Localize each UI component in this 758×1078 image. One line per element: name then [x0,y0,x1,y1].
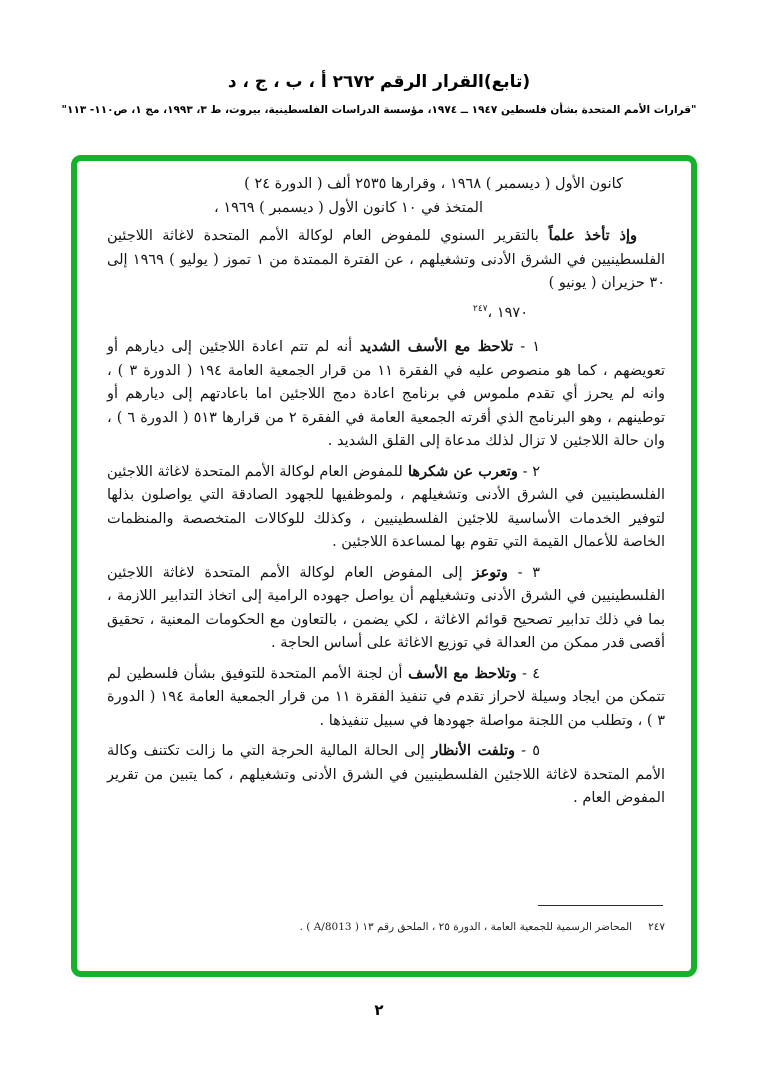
paragraph-lead: وتعرب عن شكرها [402,462,518,480]
paragraph-lead: وتوعز [462,563,508,581]
preamble-text: بالتقرير السنوي للمفوض العام لوكالة الأمم المتحدة لاغاثة اللاجئين الفلسطينيين في الشرق الأدنى وتشغيلهم ، عن الفترة الممتدة من ١ تموز ( يوليو ) ١٩٦٩ إلى ٣٠ حزيران ( يونيو ) [107,228,665,291]
paragraph-number: ٣ - [507,564,540,581]
footnote-area [107,905,665,940]
resolution-title: (تابع)القرار الرقم ٢٦٧٢ أ ، ب ، ج ، د [227,72,531,92]
preamble-paragraph [107,224,665,296]
document-body [77,161,691,971]
paragraph-lead: وتلاحظ مع الأسف [402,664,517,682]
operative-paragraph-5 [107,739,665,811]
footnote [107,916,665,940]
continuation-line: المتخذ في ١٠ كانون الأول ( ديسمبر ) ١٩٦٩ ، [214,199,483,216]
paragraph-number: ٤ - [516,665,541,682]
preamble-year-line [107,302,528,326]
operative-paragraph-1 [107,335,665,454]
continuation-line: كانون الأول ( ديسمبر ) ١٩٦٨ ، وقرارها ٢٥٣٥ ألف ( الدورة ٢٤ ) [244,176,623,192]
paragraph-text: إلى المفوض العام لوكالة الأمم المتحدة لاغاثة اللاجئين الفلسطينيين في الشرق الأدنى وتشغيلهم أن يواصل جهوده الرامية إلى اتخاذ التدابير اللازمة ، بما في ذلك تدابير تصحيح قوائم الاغاثة ، لكي يضمن ، بالتعاون مع الحكومات المعنية ، تحقيق أقصى قدر ممكن من العدالة في توزيع الاغاثة على أساس الحاجة . [107,564,665,651]
year-text: ١٩٧٠ ، [487,304,528,321]
footnote-marker: ٢٤٧ [648,920,665,933]
page-header [0,72,758,116]
paragraph-number: ١ - [513,339,540,355]
footnote-text: المحاضر الرسمية للجمعية العامة ، الدورة ٢٥ ، الملحق رقم ١٣ ( A/8013 ) . [299,920,633,933]
footnote-divider [538,905,663,906]
operative-paragraph-2 [107,460,665,555]
operative-paragraph-3 [107,561,665,656]
paragraph-text: للمفوض العام لوكالة الأمم المتحدة لاغاثة اللاجئين الفلسطينيين في الشرق الأدنى وتشغيلهم ، ولموظفيها للجهود الصادقة التي يواصلون بذلها لتوفير الخدمات الأساسية للاجئين الفلسطينيين ، وكذلك للوكالات المتخصصة والمنظمات الخاصة للأعمال القيمة التي تقوم بها لمساعدة اللاجئين . [107,463,665,550]
operative-paragraph-4 [107,662,665,734]
paragraph-number: ٥ - [514,743,541,759]
green-content-frame [71,155,697,977]
paragraph-number: ٢ - [517,463,540,480]
preamble-lead: وإذ تأخذ علماً [538,227,637,244]
paragraph-text: أن لجنة الأمم المتحدة للتوفيق بشأن فلسطين لم تتمكن من ايجاد وسيلة لاحراز تقدم في تنفيذ الفقرة ١١ من قرار الجمعية العامة ١٩٤ ( الدورة ٣ ) ، وتطلب من اللجنة مواصلة جهودها في سبيل تنفيذها . [107,665,665,729]
footnote-reference: ٢٤٧ [473,303,488,314]
paragraph-lead: وتلفت الأنظار [424,742,515,759]
paragraph-text: إلى الحالة المالية الحرجة التي ما زالت تكتنف وكالة الأمم المتحدة لاغاثة اللاجئين الفلسطينيين في الشرق الأدنى وتشغيلهم ، كما يتبين من تقرير المفوض العام . [107,743,665,806]
paragraph-lead: تلاحظ مع الأسف الشديد [352,338,514,355]
source-citation: "قرارات الأمم المتحدة بشأن فلسطين ١٩٤٧ ــ ١٩٧٤، مؤسسة الدراسات الفلسطينية، بيروت، ط ٣، ١٩٩٣، مج ١، ص١١٠- ١١٣" [61,104,697,116]
paragraph-text: أنه لم تتم اعادة اللاجئين إلى ديارهم أو تعويضهم ، كما هو منصوص عليه في الفقرة ١١ من قرار الجمعية العامة ١٩٤ ( الدورة ٣ ) ، وانه لم يحرز أي تقدم ملموس في برنامج اعادة دمج اللاجئين اما باعادتهم إلى ديارهم أو توطينهم ، وهو البرنامج الذي أقرته الجمعية العامة في الفقرة ٢ من قرارها ٥١٣ ( الدورة ٦ ) ، وان حالة اللاجئين لا تزال لذلك مدعاة إلى القلق الشديد . [107,339,665,449]
page-number: ٢ [374,1001,384,1019]
